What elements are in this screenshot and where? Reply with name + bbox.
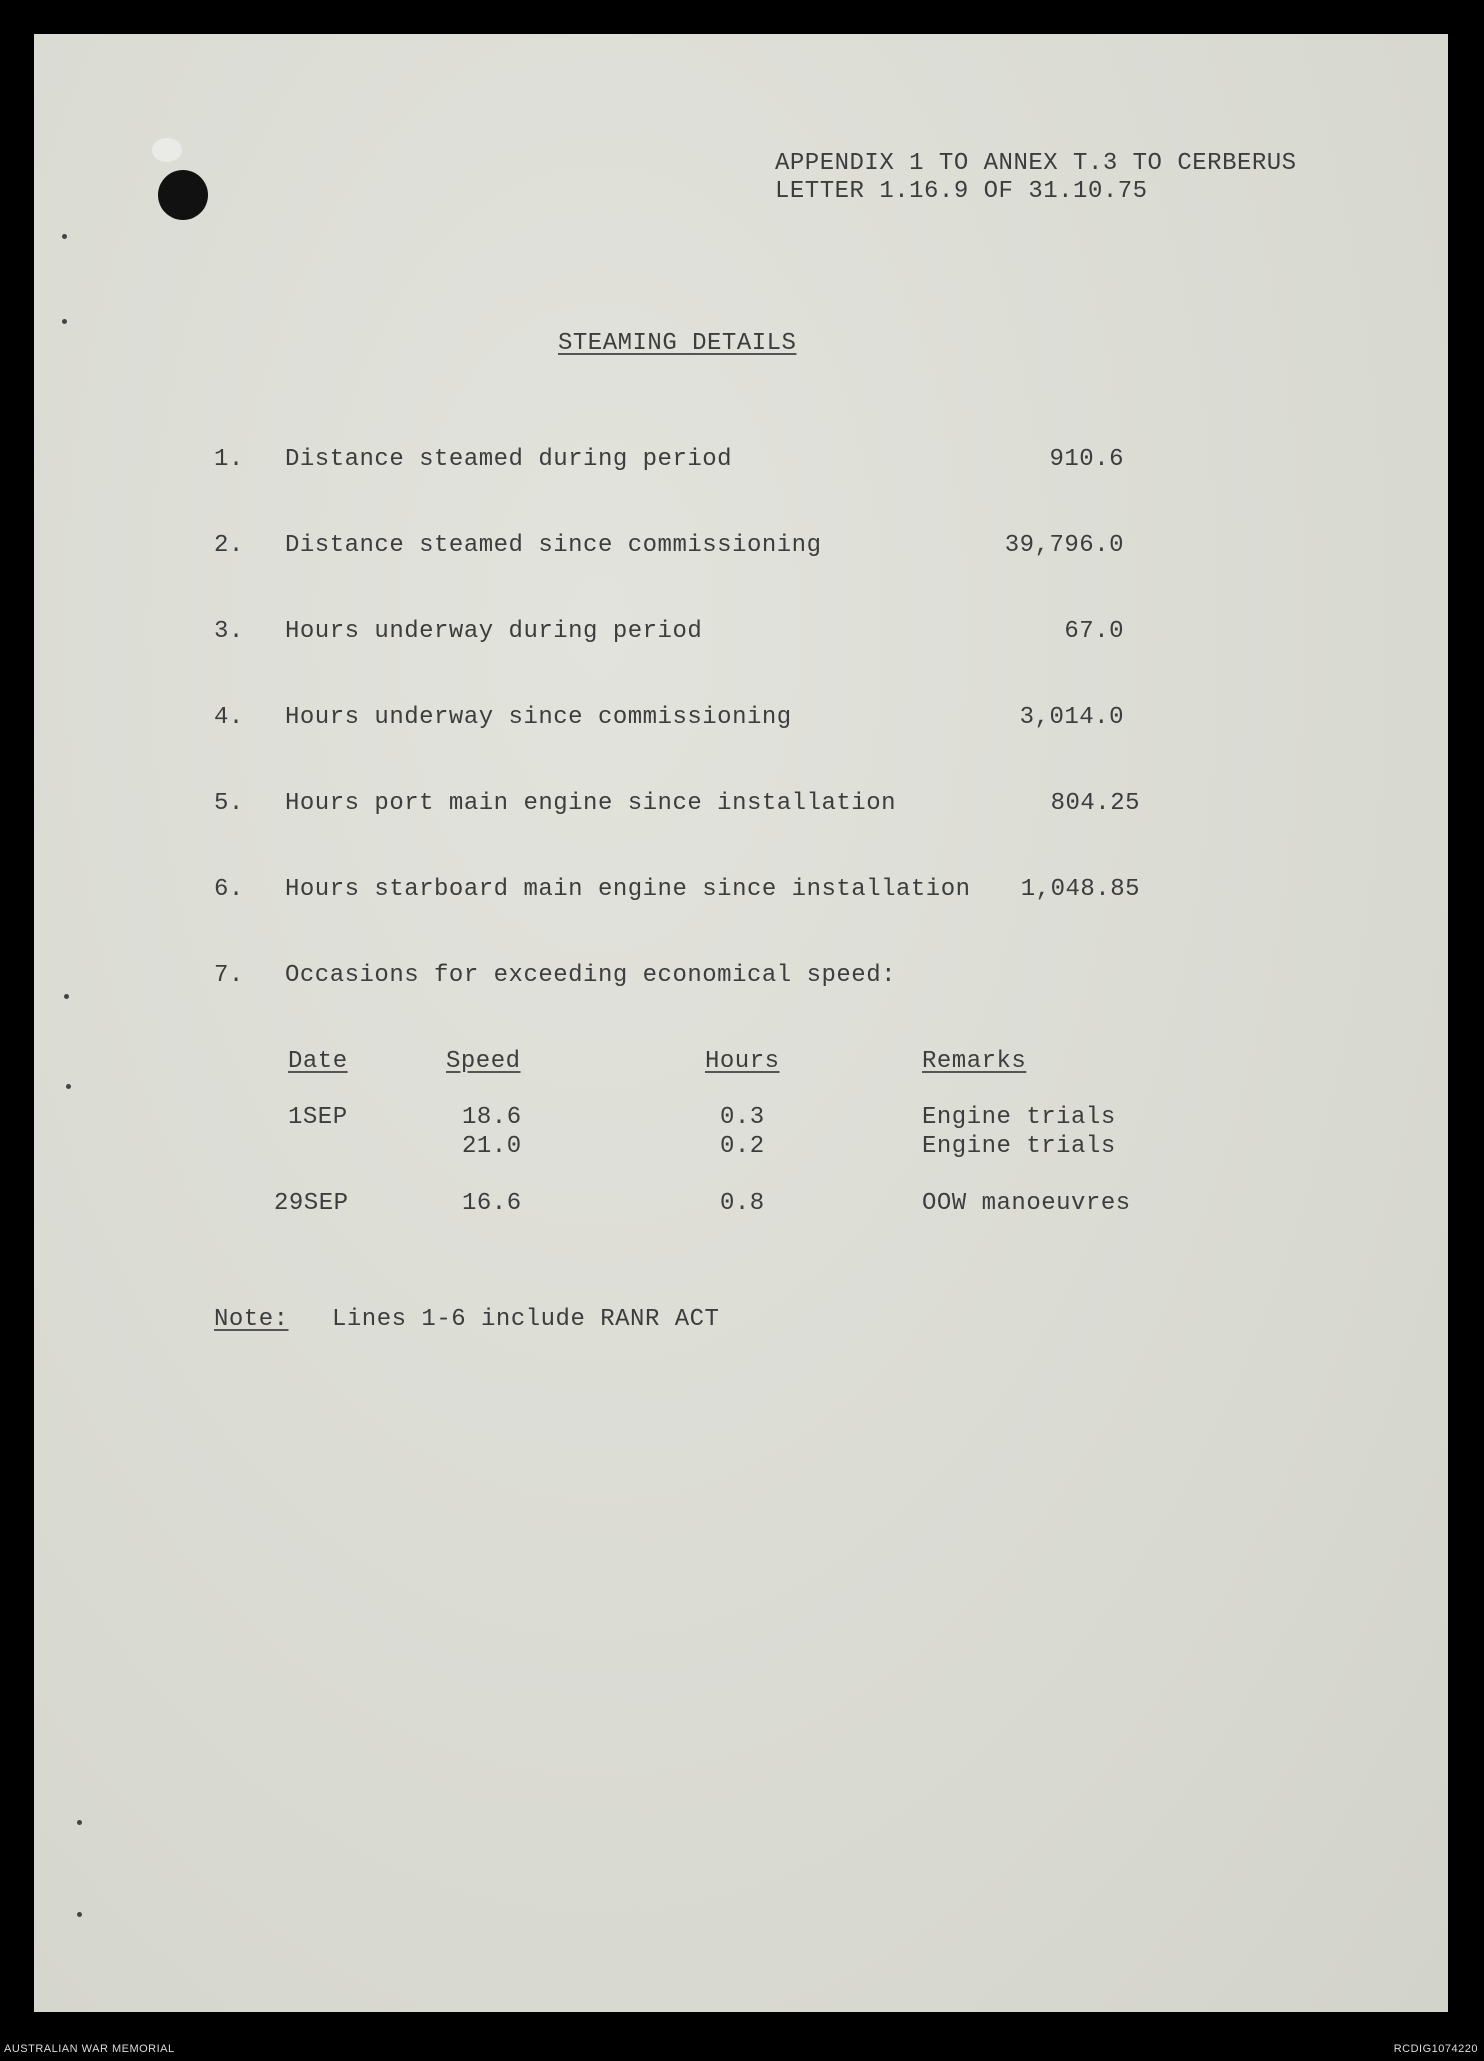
page-title: STEAMING DETAILS <box>558 330 797 357</box>
cell-remarks: Engine trials <box>922 1104 1116 1131</box>
col-header-remarks: Remarks <box>922 1048 1027 1075</box>
item-number: 4. <box>214 704 244 731</box>
cell-speed: 18.6 <box>462 1104 522 1131</box>
cell-speed: 21.0 <box>462 1133 522 1160</box>
item-value: 804.25 <box>1050 790 1140 817</box>
col-header-speed: Speed <box>446 1048 521 1075</box>
header-line-2: LETTER 1.16.9 OF 31.10.75 <box>775 178 1148 205</box>
item-label: Hours underway since commissioning <box>285 704 792 731</box>
footer-archive: AUSTRALIAN WAR MEMORIAL <box>4 2043 175 2055</box>
col-header-date: Date <box>288 1048 348 1075</box>
margin-dot <box>62 319 67 324</box>
margin-dot <box>77 1912 82 1917</box>
margin-dot <box>64 994 69 999</box>
cell-date: 29SEP <box>274 1190 349 1217</box>
item-number: 6. <box>214 876 244 903</box>
cell-remarks: OOW manoeuvres <box>922 1190 1131 1217</box>
punch-hole <box>158 170 208 220</box>
margin-dot <box>66 1084 71 1089</box>
cell-date: 1SEP <box>288 1104 348 1131</box>
item-label: Distance steamed during period <box>285 446 733 473</box>
cell-hours: 0.8 <box>720 1190 765 1217</box>
cell-hours: 0.3 <box>720 1104 765 1131</box>
item-number: 1. <box>214 446 244 473</box>
item-number: 7. <box>214 962 244 989</box>
cell-hours: 0.2 <box>720 1133 765 1160</box>
header-line-1: APPENDIX 1 TO ANNEX T.3 TO CERBERUS <box>775 150 1297 177</box>
item-label: Hours underway during period <box>285 618 703 645</box>
cell-remarks: Engine trials <box>922 1133 1116 1160</box>
col-header-hours: Hours <box>705 1048 780 1075</box>
item-label: Occasions for exceeding economical speed: <box>285 962 896 989</box>
item-label: Distance steamed since commissioning <box>285 532 822 559</box>
item-number: 2. <box>214 532 244 559</box>
margin-dot <box>62 234 67 239</box>
item-value: 39,796.0 <box>1004 532 1124 559</box>
item-value: 3,014.0 <box>1019 704 1124 731</box>
item-value: 910.6 <box>1049 446 1124 473</box>
note-text: Lines 1-6 include RANR ACT <box>332 1306 720 1333</box>
item-value: 1,048.85 <box>1020 876 1140 903</box>
item-label: Hours starboard main engine since installation <box>285 876 971 903</box>
paper-tear <box>152 138 182 162</box>
item-label: Hours port main engine since installation <box>285 790 896 817</box>
item-number: 3. <box>214 618 244 645</box>
footer-id: RCDIG1074220 <box>1393 2043 1478 2055</box>
cell-speed: 16.6 <box>462 1190 522 1217</box>
item-value: 67.0 <box>1064 618 1124 645</box>
note-label: Note: <box>214 1306 289 1333</box>
margin-dot <box>77 1820 82 1825</box>
item-number: 5. <box>214 790 244 817</box>
